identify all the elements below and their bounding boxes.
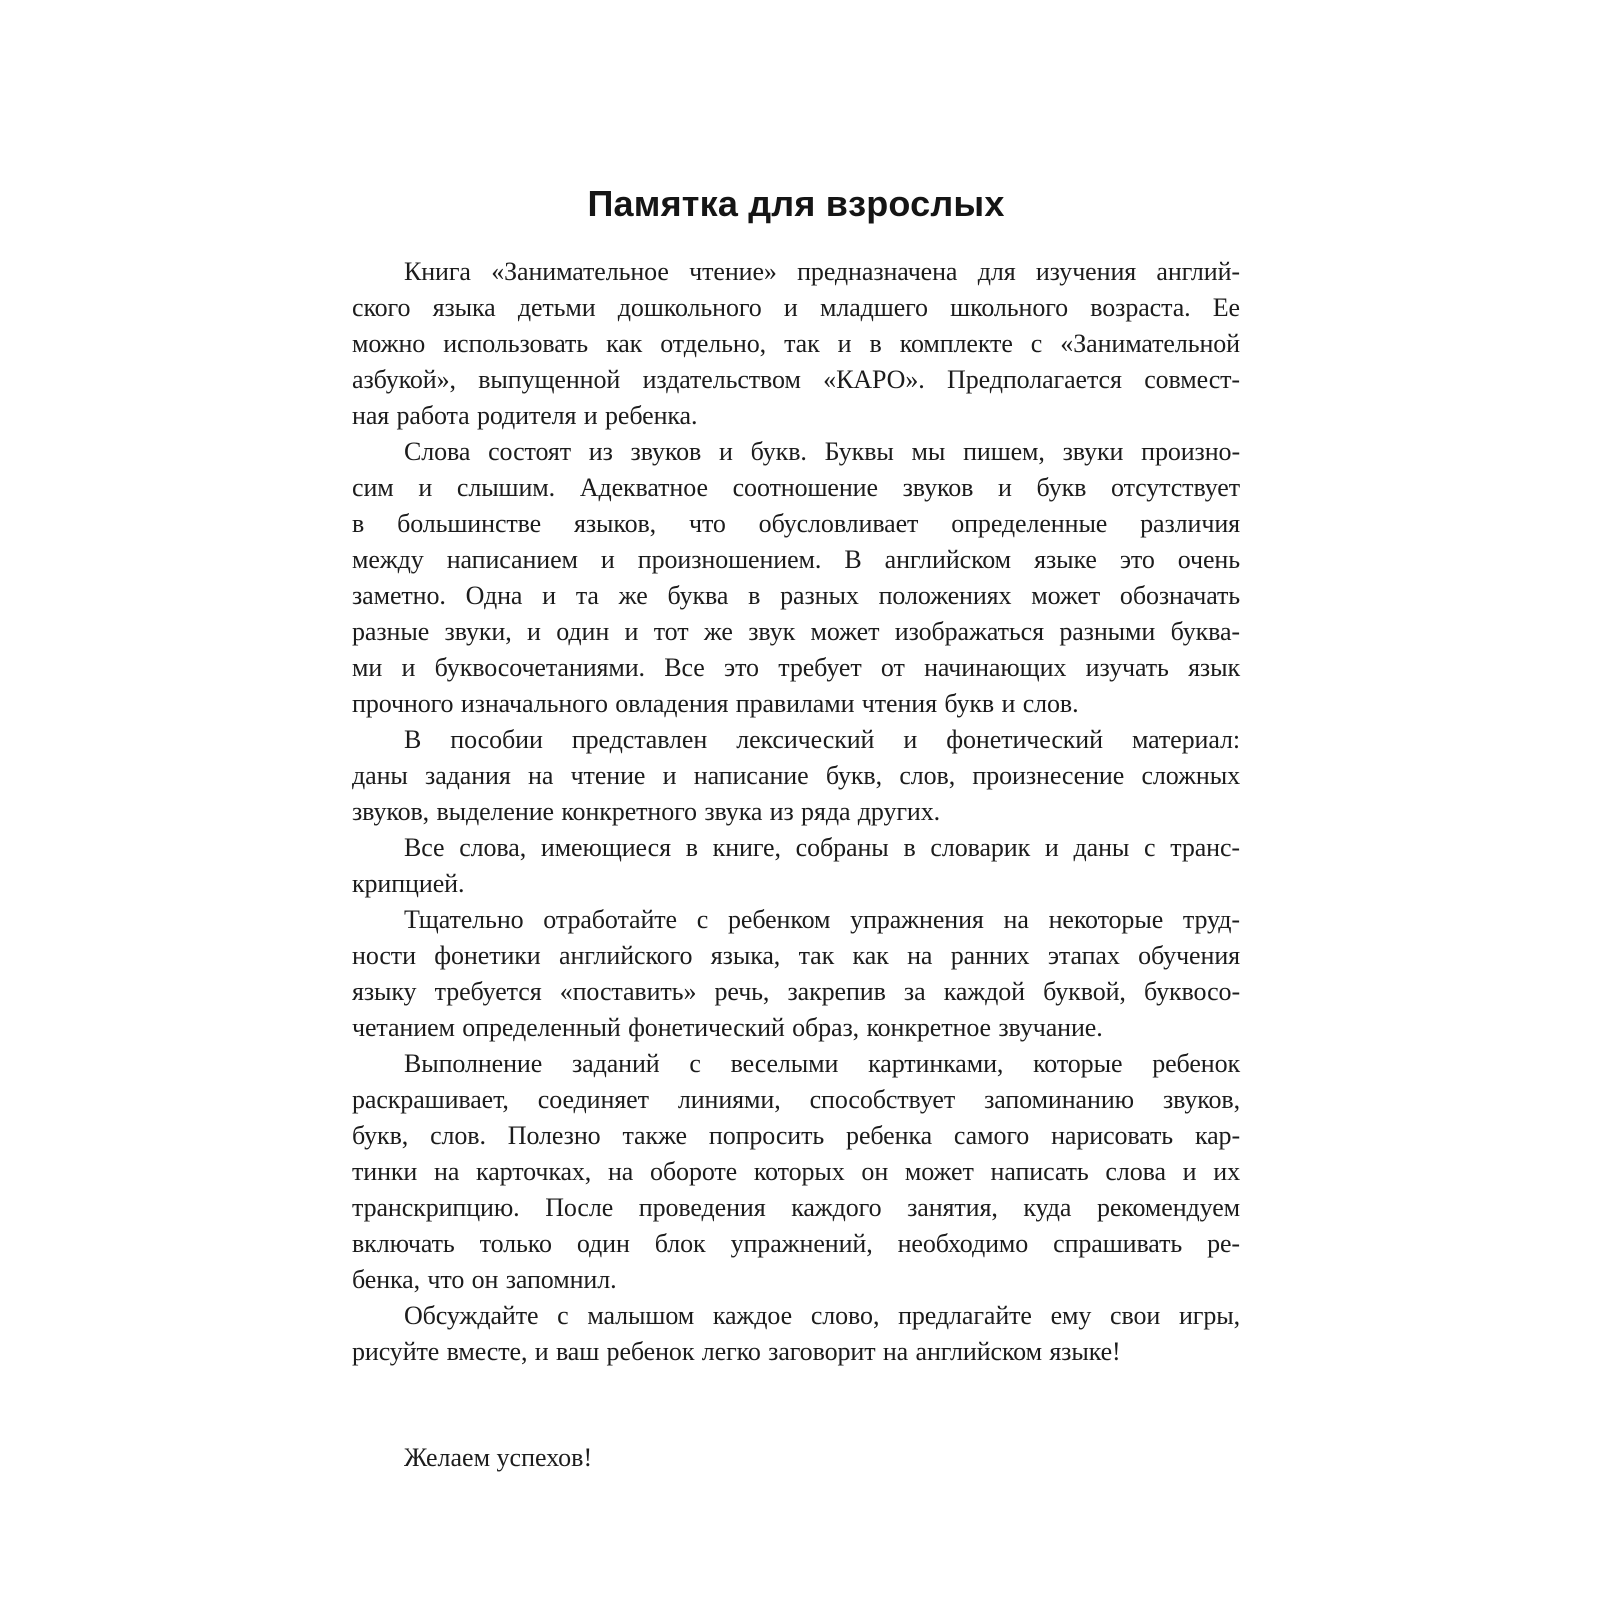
- text-line: раскрашивает, соединяет линиями, способствует запоминанию звуков,: [352, 1085, 1240, 1114]
- text-line: Все слова, имеющиеся в книге, собраны в словарик и даны с транс-: [404, 833, 1240, 862]
- memo-body: [352, 254, 1240, 1370]
- text-line: бенка, что он запомнил.: [352, 1265, 617, 1294]
- text-line: Тщательно отработайте с ребенком упражнения на некоторые труд-: [404, 905, 1240, 934]
- text-line: ная работа родителя и ребенка.: [352, 401, 698, 430]
- text-line: тинки на карточках, на обороте которых он может написать слова и их: [352, 1157, 1240, 1186]
- text-line: звуков, выделение конкретного звука из ряда других.: [352, 797, 941, 826]
- text-line: Выполнение заданий с веселыми картинками, которые ребенок: [404, 1049, 1240, 1078]
- paragraph: [352, 830, 1240, 902]
- text-line: рисуйте вместе, и ваш ребенок легко заговорит на английском языке!: [352, 1337, 1121, 1366]
- text-line: включать только один блок упражнений, необходимо спрашивать ре-: [352, 1229, 1240, 1258]
- text-line: Книга «Занимательное чтение» предназначена для изучения англий-: [404, 257, 1240, 286]
- text-line: транскрипцию. После проведения каждого занятия, куда рекомендуем: [352, 1193, 1240, 1222]
- text-line: прочного изначального овладения правилами чтения букв и слов.: [352, 689, 1079, 718]
- text-line: Слова состоят из звуков и букв. Буквы мы пишем, звуки произно-: [404, 437, 1240, 466]
- text-line: сим и слышим. Адекватное соотношение звуков и букв отсутствует: [352, 473, 1240, 502]
- text-line: языку требуется «поставить» речь, закрепив за каждой буквой, буквосо-: [352, 977, 1240, 1006]
- text-line: ми и буквосочетаниями. Все это требует от начинающих изучать язык: [352, 653, 1240, 682]
- paragraph: [352, 434, 1240, 722]
- text-line: В пособии представлен лексический и фонетический материал:: [404, 725, 1240, 754]
- text-line: азбукой», выпущенной издательством «КАРО». Предполагается совмест-: [352, 365, 1240, 394]
- text-line: можно использовать как отдельно, так и в комплекте с «Занимательной: [352, 329, 1240, 358]
- closing-line: Желаем успехов!: [404, 1443, 593, 1472]
- text-line: заметно. Одна и та же буква в разных положениях может обозначать: [352, 581, 1240, 610]
- text-line: ского языка детьми дошкольного и младшего школьного возраста. Ее: [352, 293, 1240, 322]
- text-line: между написанием и произношением. В английском языке это очень: [352, 545, 1240, 574]
- paragraph: [352, 254, 1240, 434]
- paragraph: [352, 722, 1240, 830]
- paragraph: [352, 1298, 1240, 1370]
- paragraph: [352, 1046, 1240, 1298]
- text-line: даны задания на чтение и написание букв, слов, произнесение сложных: [352, 761, 1240, 790]
- text-line: ности фонетики английского языка, так как на ранних этапах обучения: [352, 941, 1240, 970]
- book-page: [352, 184, 1240, 1476]
- text-line: разные звуки, и один и тот же звук может изображаться разными буква-: [352, 617, 1240, 646]
- text-line: в большинстве языков, что обусловливает определенные различия: [352, 509, 1240, 538]
- paragraph: [352, 902, 1240, 1046]
- text-line: букв, слов. Полезно также попросить ребенка самого нарисовать кар-: [352, 1121, 1240, 1150]
- text-line: крипцией.: [352, 869, 465, 898]
- page-title: Памятка для взрослых: [587, 183, 1005, 224]
- text-line: четанием определенный фонетический образ, конкретное звучание.: [352, 1013, 1103, 1042]
- text-line: Обсуждайте с малышом каждое слово, предлагайте ему свои игры,: [404, 1301, 1240, 1330]
